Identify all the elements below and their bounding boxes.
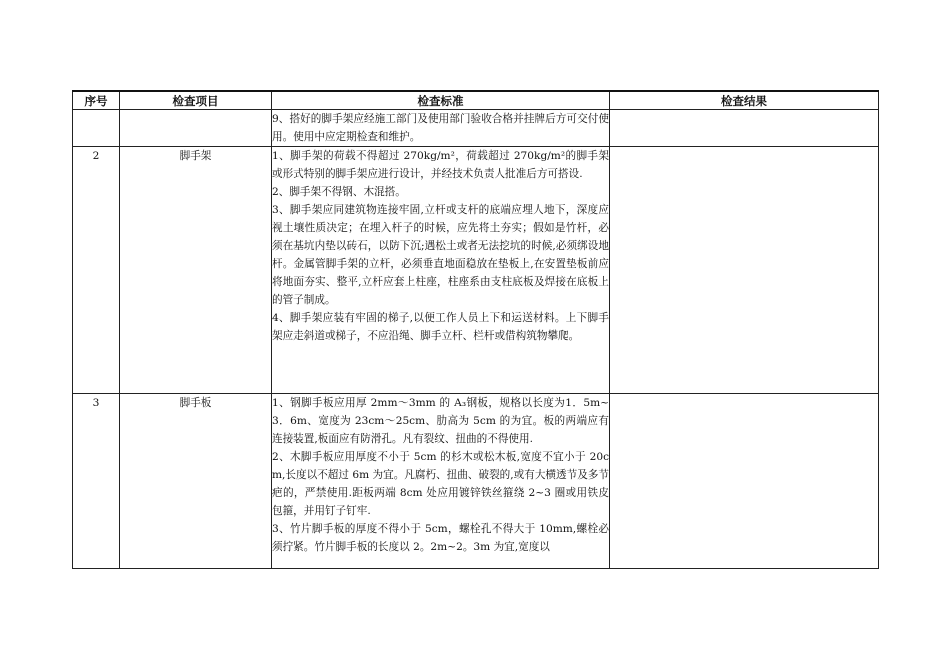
row-standard xyxy=(272,394,610,569)
standard-paragraph: 1、钢脚手板应用厚 2mm～3mm 的 A₃钢板，规格以长度为1．5m~3．6m、宽度为 23cm～25cm、肋高为 5cm 的为宜。板的两端应有连接装置,板面应有防滑孔。凡有裂纹、扭曲的不得使用. xyxy=(272,397,609,445)
table-header-row xyxy=(73,91,879,110)
inspection-table xyxy=(72,90,879,569)
standard-paragraph: 4、脚手架应装有牢固的梯子,以便工作人员上下和运送材料。上下脚手架应走斜道或梯子，不应沿绳、脚手立杆、栏杆或借构筑物攀爬。 xyxy=(272,312,609,342)
standard-paragraph: 2、木脚手板应用厚度不小于 5cm 的杉木或松木板,宽度不宜小于 20cm,长度以不超过 6m 为宜。凡腐朽、扭曲、破裂的,或有大横透节及多节疤的，严禁使用.距板两端 8cm 处应用镀锌铁丝箍绕 2~3 圈或用铁皮包箍，并用钉子钉牢. xyxy=(272,451,609,517)
row-result xyxy=(610,110,879,147)
table-row xyxy=(73,110,879,147)
header-standard: 检查标准 xyxy=(272,91,610,110)
row-no: 2 xyxy=(73,147,120,394)
standard-paragraph: 2、脚手架不得钢、木混搭。 xyxy=(272,186,406,198)
row-result xyxy=(610,147,879,394)
standard-paragraph: 3、竹片脚手板的厚度不得小于 5cm，螺栓孔不得大于 10mm,螺栓必须拧紧。竹片脚手板的长度以 2。2m~2。3m 为宜,宽度以 xyxy=(272,523,609,553)
standard-paragraph: 3、脚手架应同建筑物连接牢固,立杆或支杆的底端应埋人地下，深度应视土壤性质决定；在埋入杆子的时候，应先将土夯实；假如是竹杆，必须在基坑内垫以砖石，以防下沉;遇松土或者无法挖坑的时候,必须绑设地杆。金属管脚手架的立杆，必须垂直地面稳放在垫板上,在安置垫板前应将地面夯实、整平,立杆应套上柱座，柱座系由支柱底板及焊接在底板上的管子制成。 xyxy=(272,204,609,306)
row-no xyxy=(73,110,120,147)
header-result: 检查结果 xyxy=(610,91,879,110)
row-item: 脚手板 xyxy=(120,394,272,569)
row-standard xyxy=(272,110,610,147)
header-no: 序号 xyxy=(73,91,120,110)
row-item: 脚手架 xyxy=(120,147,272,394)
standard-paragraph: 1、脚手架的荷载不得超过 270kg/m²，荷载超过 270kg/m²的脚手架或形式特别的脚手架应进行设计，并经技术负责人批准后方可搭设. xyxy=(272,150,609,180)
row-standard xyxy=(272,147,610,394)
row-item xyxy=(120,110,272,147)
row-result xyxy=(610,394,879,569)
table-row xyxy=(73,394,879,569)
header-item: 检查项目 xyxy=(120,91,272,110)
table-row xyxy=(73,147,879,394)
standard-paragraph: 9、搭好的脚手架应经施工部门及使用部门验收合格并挂牌后方可交付使用。使用中应定期检查和维护。 xyxy=(272,113,609,143)
row-no: 3 xyxy=(73,394,120,569)
